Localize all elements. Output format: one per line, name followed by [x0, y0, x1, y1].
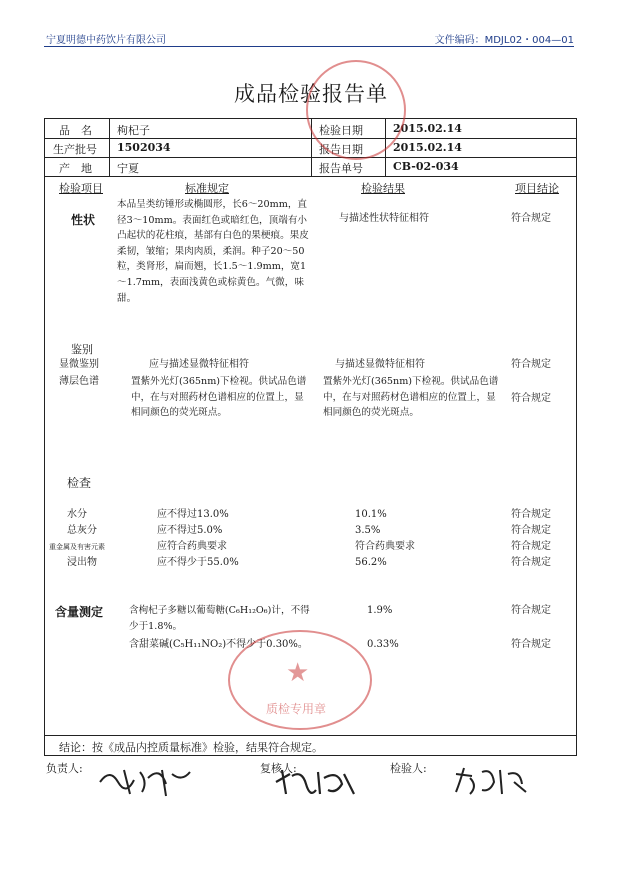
reviewer-signature [272, 766, 362, 798]
tlc-standard: 置紫外光灯(365nm)下检视。供试品色谱中，在与对照药材色谱相应的位置上，显相同颜色的荧光斑点。 [131, 376, 307, 419]
exam-standard: 应符合药典要求 [157, 541, 227, 552]
document-code: 文件编码：MDJL02・004—01 [434, 35, 574, 46]
micro-standard: 应与描述显微特征相符 [149, 359, 249, 370]
exam-standard: 应不得过13.0% [157, 509, 229, 520]
exam-standard: 应不得过5.0% [157, 525, 223, 536]
responsible-signature [96, 764, 196, 798]
character-conclusion: 符合规定 [511, 213, 551, 224]
assay-conclusion: 符合规定 [511, 639, 551, 650]
column-result: 检验结果 [361, 182, 405, 195]
exam-result: 符合药典要求 [355, 541, 415, 552]
exam-result: 10.1% [355, 509, 387, 520]
quality-seal [228, 630, 372, 730]
inspect-date-label: 检验日期 [319, 124, 363, 137]
tlc-conclusion: 符合规定 [511, 393, 551, 404]
character-standard: 本品呈类纺锤形或椭圆形，长6～20mm，直径3～10mm。表面红色或暗红色，顶端有小凸起状的花柱痕，基部有白色的果梗痕。果皮柔韧，皱缩；果肉肉质，柔润。种子20～50粒，类肾形，扁而翘，长1.5～1.9mm，宽1～1.7mm，表面浅黄色或棕黄色。气微，味甜。 [117, 199, 309, 304]
assay-standard: 含枸杞子多糖以葡萄糖(C₆H₁₂O₆)计，不得少于1.8%。 [129, 605, 310, 632]
responsible-label: 负责人: [46, 762, 83, 775]
company-name: 宁夏明德中药饮片有限公司 [46, 35, 166, 46]
micro-label: 显微鉴别 [59, 359, 99, 370]
identification-label: 鉴别 [71, 343, 93, 356]
character-result: 与描述性状特征相符 [339, 213, 429, 224]
exam-item: 总灰分 [67, 525, 97, 536]
column-standard: 标准规定 [185, 182, 229, 195]
exam-item: 浸出物 [67, 557, 97, 568]
origin-label: 产 地 [59, 162, 92, 175]
examination-label: 检查 [67, 476, 92, 490]
report-date-label: 报告日期 [319, 143, 363, 156]
date-seal [306, 60, 406, 160]
name-label: 品 名 [59, 124, 92, 137]
report-no-value: CB-02-034 [393, 160, 459, 173]
exam-item: 水分 [67, 509, 87, 520]
exam-conclusion: 符合规定 [511, 525, 551, 536]
reviewer-label: 复核人: [260, 762, 297, 775]
character-label: 性状 [71, 213, 96, 227]
exam-conclusion: 符合规定 [511, 509, 551, 520]
origin-value: 宁夏 [117, 162, 139, 175]
seal-bottom-text: 质检专用章 [266, 702, 327, 716]
tlc-result: 置紫外光灯(365nm)下检视。供试品色谱中，在与对照药材色谱相应的位置上，显相同颜色的荧光斑点。 [323, 376, 499, 419]
column-item: 检验项目 [59, 182, 103, 195]
assay-result: 1.9% [367, 605, 393, 616]
inspect-date-value: 2015.02.14 [393, 122, 462, 135]
column-conclusion: 项目结论 [515, 182, 559, 195]
seal-star-icon: ★ [286, 658, 310, 688]
exam-conclusion: 符合规定 [511, 557, 551, 568]
exam-result: 3.5% [355, 525, 381, 536]
exam-result: 56.2% [355, 557, 387, 568]
header-rule [44, 46, 574, 47]
inspector-label: 检验人: [390, 762, 427, 775]
assay-conclusion: 符合规定 [511, 605, 551, 616]
report-no-label: 报告单号 [319, 162, 363, 175]
exam-standard: 应不得少于55.0% [157, 557, 239, 568]
exam-conclusion: 符合规定 [511, 541, 551, 552]
assay-result: 0.33% [367, 639, 399, 650]
assay-label: 含量测定 [55, 605, 104, 619]
micro-conclusion: 符合规定 [511, 359, 551, 370]
report-title: 成品检验报告单 [234, 82, 388, 106]
micro-result: 与描述显微特征相符 [335, 359, 425, 370]
tlc-label: 薄层色谱 [59, 376, 99, 387]
conclusion-text: 结论：按《成品内控质量标准》检验，结果符合规定。 [59, 741, 323, 754]
batch-label: 生产批号 [53, 143, 97, 156]
assay-standard: 含甜菜碱(C₅H₁₁NO₂)不得少于0.30%。 [129, 639, 308, 650]
inspector-signature [452, 764, 542, 796]
exam-item: 重金属及有害元素 [49, 543, 105, 551]
batch-value: 1502034 [117, 141, 171, 154]
report-date-value: 2015.02.14 [393, 141, 462, 154]
name-value: 枸杞子 [117, 124, 150, 137]
